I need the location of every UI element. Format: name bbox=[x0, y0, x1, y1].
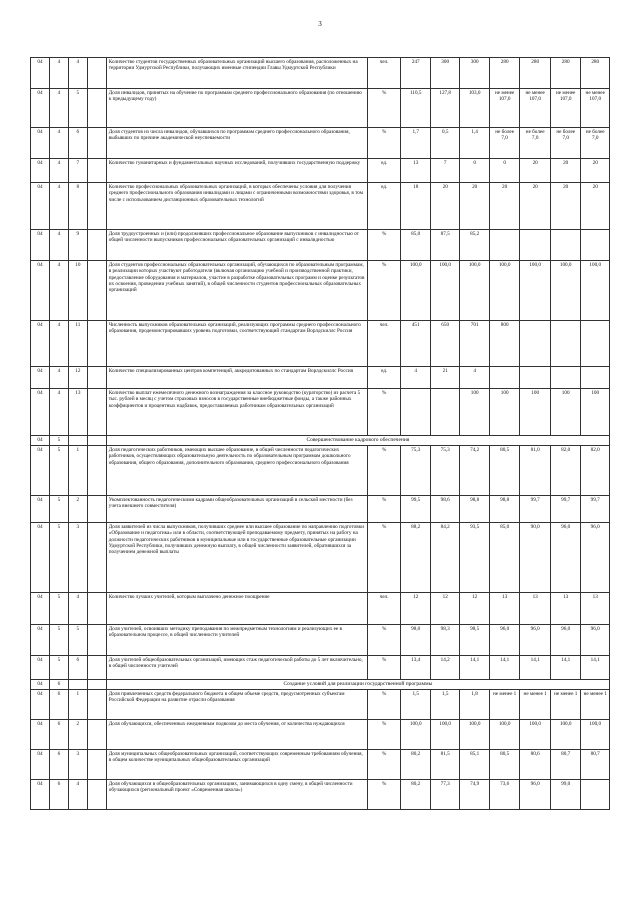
indicator-value: 100 bbox=[550, 389, 581, 436]
indicator-value: 96,0 bbox=[550, 625, 581, 656]
indicator-value: 84,2 bbox=[430, 523, 459, 593]
code-program: 04 bbox=[31, 321, 50, 367]
indicator-value: 100 bbox=[489, 389, 520, 436]
indicator-value: 96,0 bbox=[489, 625, 520, 656]
indicator-name: Доля обучающихся в общеобразовательных организациях, занимающихся в одну смену, в общей численности обучающихся (региональный проект «Современная школа») bbox=[106, 780, 367, 810]
indicator-value: 100,0 bbox=[520, 720, 551, 750]
code-program: 04 bbox=[31, 625, 50, 656]
code-program: 04 bbox=[31, 523, 50, 593]
indicator-value: 1,5 bbox=[430, 690, 459, 720]
code-program: 04 bbox=[31, 690, 50, 720]
code-empty bbox=[87, 593, 106, 625]
indicator-unit: % bbox=[367, 389, 401, 436]
code-empty bbox=[68, 680, 87, 690]
code-subprogram: 6 bbox=[49, 750, 68, 780]
code-subprogram: 4 bbox=[49, 159, 68, 183]
indicator-value bbox=[489, 367, 520, 389]
indicator-value: 7 bbox=[430, 159, 459, 183]
code-program: 04 bbox=[31, 58, 50, 89]
indicator-value: 100,0 bbox=[489, 720, 520, 750]
indicator-row bbox=[31, 496, 610, 523]
indicator-value: 80,2 bbox=[401, 780, 430, 810]
indicator-name: Количество лучших учителей, которым выплачено денежное поощрение bbox=[106, 593, 367, 625]
indicator-value: 100,0 bbox=[401, 720, 430, 750]
indicator-value: 96,0 bbox=[520, 780, 551, 810]
indicator-value: 13 bbox=[489, 593, 520, 625]
code-subprogram: 5 bbox=[49, 625, 68, 656]
code-subprogram: 5 bbox=[49, 436, 68, 446]
code-empty bbox=[87, 183, 106, 230]
code-indicator: 2 bbox=[68, 496, 87, 523]
indicator-row bbox=[31, 780, 610, 810]
indicator-value: 1,5 bbox=[401, 690, 430, 720]
indicator-name: Количество профессиональных образовательных организаций, в которых обеспечены условия для получения среднего профессионального образования инвалидами и лицами с ограниченными возможностями здоровья, в том числе с использованием дистанционных образовательных технологий bbox=[106, 183, 367, 230]
indicator-value: 98,6 bbox=[430, 496, 459, 523]
indicator-unit: ед. bbox=[367, 367, 401, 389]
indicator-value: 82,0 bbox=[550, 446, 581, 496]
indicator-value: 20 bbox=[489, 183, 520, 230]
indicator-value: не менее 107,0 bbox=[489, 89, 520, 128]
code-empty bbox=[87, 625, 106, 656]
code-indicator: 12 bbox=[68, 367, 87, 389]
code-subprogram: 5 bbox=[49, 656, 68, 680]
indicator-value: 85,1 bbox=[460, 750, 489, 780]
code-indicator: 4 bbox=[68, 780, 87, 810]
code-subprogram: 5 bbox=[49, 523, 68, 593]
indicator-value: 80,6 bbox=[520, 750, 551, 780]
code-subprogram: 4 bbox=[49, 261, 68, 321]
indicator-row bbox=[31, 230, 610, 261]
code-program: 04 bbox=[31, 720, 50, 750]
indicator-value: 13 bbox=[581, 593, 610, 625]
indicator-row bbox=[31, 446, 610, 496]
indicator-unit: % bbox=[367, 128, 401, 159]
indicator-value: 100,0 bbox=[581, 720, 610, 750]
indicator-value: не менее 107,0 bbox=[550, 89, 581, 128]
section-row bbox=[31, 680, 610, 690]
code-empty bbox=[87, 496, 106, 523]
indicator-value: 0 bbox=[460, 159, 489, 183]
indicator-value: 81,5 bbox=[430, 750, 459, 780]
indicator-value: 100,0 bbox=[520, 261, 551, 321]
section-row bbox=[31, 436, 610, 446]
code-subprogram: 4 bbox=[49, 230, 68, 261]
indicator-value bbox=[520, 367, 551, 389]
indicator-value: 90,0 bbox=[520, 523, 551, 593]
code-indicator: 9 bbox=[68, 230, 87, 261]
indicator-value: 280 bbox=[581, 58, 610, 89]
code-indicator: 1 bbox=[68, 690, 87, 720]
indicator-value: 98,8 bbox=[460, 496, 489, 523]
indicator-value: не более 7,0 bbox=[581, 128, 610, 159]
code-empty bbox=[87, 750, 106, 780]
code-program: 04 bbox=[31, 436, 50, 446]
indicator-value: 13 bbox=[550, 593, 581, 625]
indicator-value: 75,3 bbox=[430, 446, 459, 496]
indicator-name: Доля учителей общеобразовательных организаций, имеющих стаж педагогической работы до 5 лет включительно, в общей численности учителей bbox=[106, 656, 367, 680]
indicator-value: 80,7 bbox=[581, 750, 610, 780]
code-subprogram: 4 bbox=[49, 367, 68, 389]
indicator-value: 85,0 bbox=[489, 523, 520, 593]
code-indicator: 5 bbox=[68, 625, 87, 656]
code-empty bbox=[87, 230, 106, 261]
indicator-name: Численность выпускников образовательных организаций, реализующих программы среднего профессионального образования, продемонстрировавших уровень подготовки, соответствующий стандартам Ворлдскиллс Россия bbox=[106, 321, 367, 367]
indicator-value bbox=[550, 321, 581, 367]
code-subprogram: 4 bbox=[49, 128, 68, 159]
indicator-value: 99,7 bbox=[550, 496, 581, 523]
indicator-row bbox=[31, 89, 610, 128]
code-empty bbox=[87, 680, 106, 690]
indicator-name: Доля муниципальных общеобразовательных организаций, соответствующих современным требованиям обучения, в общем количестве муниципальных общеобразовательных организаций bbox=[106, 750, 367, 780]
code-subprogram: 6 bbox=[49, 780, 68, 810]
indicator-value: 88,2 bbox=[401, 523, 430, 593]
indicator-value: 14,2 bbox=[430, 656, 459, 680]
indicator-value: не более 7,0 bbox=[550, 128, 581, 159]
code-empty bbox=[87, 89, 106, 128]
indicator-value: 85,2 bbox=[460, 230, 489, 261]
code-program: 04 bbox=[31, 680, 50, 690]
code-empty bbox=[87, 446, 106, 496]
code-subprogram: 5 bbox=[49, 593, 68, 625]
indicator-name: Доля трудоустроенных и (или) продолживших профессиональное образование выпускников с инвалидностью от общей численности выпускников профессиональных образовательных организаций с инвалидностью bbox=[106, 230, 367, 261]
section-title: Создание условий для реализации государственной программы bbox=[106, 680, 609, 690]
indicator-value: 0,5 bbox=[430, 128, 459, 159]
indicator-value: 100 bbox=[581, 389, 610, 436]
indicator-value: 14,1 bbox=[489, 656, 520, 680]
code-empty bbox=[87, 780, 106, 810]
indicator-value: 20 bbox=[550, 159, 581, 183]
code-indicator: 3 bbox=[68, 750, 87, 780]
indicator-value bbox=[489, 230, 520, 261]
indicator-value: не более 7,0 bbox=[520, 128, 551, 159]
indicator-value bbox=[430, 389, 459, 436]
indicator-unit: % bbox=[367, 89, 401, 128]
indicator-value: 300 bbox=[460, 58, 489, 89]
code-empty bbox=[87, 523, 106, 593]
indicator-value: 98,0 bbox=[401, 625, 430, 656]
indicator-value: 100,0 bbox=[581, 261, 610, 321]
indicator-value bbox=[581, 230, 610, 261]
indicator-unit: % bbox=[367, 750, 401, 780]
indicator-value: 81,0 bbox=[520, 446, 551, 496]
indicator-value: 74,2 bbox=[460, 446, 489, 496]
indicator-value: 14,1 bbox=[460, 656, 489, 680]
code-program: 04 bbox=[31, 496, 50, 523]
indicator-value: 99,7 bbox=[581, 496, 610, 523]
indicator-value: 13 bbox=[401, 159, 430, 183]
indicator-row bbox=[31, 321, 610, 367]
indicator-value: не менее 107,0 bbox=[520, 89, 551, 128]
indicator-unit: % bbox=[367, 720, 401, 750]
indicator-value bbox=[550, 367, 581, 389]
indicator-value: 85,0 bbox=[401, 230, 430, 261]
code-empty bbox=[87, 720, 106, 750]
indicator-value: 451 bbox=[401, 321, 430, 367]
code-program: 04 bbox=[31, 446, 50, 496]
indicator-value: 1,4 bbox=[460, 128, 489, 159]
indicator-value: 96,0 bbox=[550, 523, 581, 593]
indicator-value: 650 bbox=[430, 321, 459, 367]
indicator-name: Количество выплат ежемесячного денежного вознаграждения за классное руководство (кураторство) из расчета 5 тыс. рублей в месяц с учетом страховых взносов в государственные внебюджетные фонды, а также районных коэффициентов и процентных надбавок, предоставляемых работникам образовательных организаций bbox=[106, 389, 367, 436]
indicators-table-body bbox=[31, 58, 610, 810]
indicator-value: 99,5 bbox=[401, 496, 430, 523]
indicator-value: 14,1 bbox=[520, 656, 551, 680]
indicator-value: 0 bbox=[489, 159, 520, 183]
code-empty bbox=[87, 367, 106, 389]
code-program: 04 bbox=[31, 183, 50, 230]
code-indicator: 4 bbox=[68, 58, 87, 89]
indicator-unit: % bbox=[367, 261, 401, 321]
indicator-value: 98,3 bbox=[430, 625, 459, 656]
indicator-value: 280 bbox=[489, 58, 520, 89]
code-empty bbox=[87, 261, 106, 321]
indicator-row bbox=[31, 593, 610, 625]
indicator-name: Количество студентов государственных образовательных организаций высшего образования, расположенных на территории Удмуртской Республики, получающих именные стипендии Главы Удмуртской Республики bbox=[106, 58, 367, 89]
code-subprogram: 4 bbox=[49, 89, 68, 128]
indicator-value: 280 bbox=[550, 58, 581, 89]
indicator-value: не менее 1 bbox=[581, 690, 610, 720]
indicator-value: 74,9 bbox=[460, 780, 489, 810]
indicator-unit: % bbox=[367, 625, 401, 656]
indicator-unit: % bbox=[367, 230, 401, 261]
indicator-value bbox=[581, 321, 610, 367]
indicator-value: 12 bbox=[401, 593, 430, 625]
indicator-value: 1,7 bbox=[401, 128, 430, 159]
indicator-value: 13 bbox=[520, 593, 551, 625]
indicator-unit: % bbox=[367, 690, 401, 720]
indicator-row bbox=[31, 58, 610, 89]
code-subprogram: 6 bbox=[49, 680, 68, 690]
indicator-name: Укомплектованность педагогическими кадрами общеобразовательных организаций в сельской местности (без учета внешнего совместителя) bbox=[106, 496, 367, 523]
indicator-value: 82,0 bbox=[581, 446, 610, 496]
indicator-row bbox=[31, 261, 610, 321]
indicator-value: 96,0 bbox=[520, 625, 551, 656]
indicator-value: 98,8 bbox=[489, 496, 520, 523]
indicator-value: 100,0 bbox=[550, 261, 581, 321]
code-program: 04 bbox=[31, 389, 50, 436]
indicator-value: 103,0 bbox=[460, 89, 489, 128]
indicator-value: 75,3 bbox=[401, 446, 430, 496]
indicator-unit: % bbox=[367, 780, 401, 810]
indicator-value bbox=[520, 321, 551, 367]
indicator-value: 13,4 bbox=[401, 656, 430, 680]
indicator-value: 20 bbox=[460, 183, 489, 230]
indicator-name: Количество специализированных центров компетенций, аккредитованных по стандартам Ворлдскиллс Россия bbox=[106, 367, 367, 389]
indicator-value: 100,0 bbox=[401, 261, 430, 321]
indicator-value: не более 7,0 bbox=[489, 128, 520, 159]
indicator-value bbox=[581, 367, 610, 389]
indicator-unit: ед. bbox=[367, 159, 401, 183]
indicator-value: 110,5 bbox=[401, 89, 430, 128]
indicator-value: 14,1 bbox=[550, 656, 581, 680]
code-indicator: 2 bbox=[68, 720, 87, 750]
indicator-unit: % bbox=[367, 523, 401, 593]
indicator-unit: % bbox=[367, 496, 401, 523]
indicator-name: Доля студентов профессиональных образовательных организаций, обучающихся по образовательным программам, в реализации которых участвуют работодатели (включая организацию учебной и производственной практики, предоставление оборудования и материалов, участие в разработке образовательных программ и оценке результатов их освоения, проведении учебных занятий), в общей численности студентов профессиональных образовательных организаций bbox=[106, 261, 367, 321]
code-program: 04 bbox=[31, 780, 50, 810]
indicator-unit: % bbox=[367, 446, 401, 496]
code-indicator: 8 bbox=[68, 183, 87, 230]
indicator-value: 80,7 bbox=[550, 750, 581, 780]
indicator-value: 96,0 bbox=[581, 625, 610, 656]
code-empty bbox=[87, 159, 106, 183]
code-indicator: 13 bbox=[68, 389, 87, 436]
indicator-row bbox=[31, 750, 610, 780]
code-indicator: 10 bbox=[68, 261, 87, 321]
indicator-value: 80,5 bbox=[489, 750, 520, 780]
indicator-value: 20 bbox=[550, 183, 581, 230]
indicator-row bbox=[31, 690, 610, 720]
indicator-value: 20 bbox=[581, 159, 610, 183]
indicator-row bbox=[31, 625, 610, 656]
code-indicator: 3 bbox=[68, 523, 87, 593]
indicator-value: 300 bbox=[430, 58, 459, 89]
code-empty bbox=[87, 389, 106, 436]
indicator-unit: чел. bbox=[367, 58, 401, 89]
indicator-value: 93,5 bbox=[460, 523, 489, 593]
code-program: 04 bbox=[31, 656, 50, 680]
indicator-value: 100,0 bbox=[550, 720, 581, 750]
indicator-unit: ед. bbox=[367, 183, 401, 230]
indicator-value bbox=[550, 230, 581, 261]
code-indicator: 11 bbox=[68, 321, 87, 367]
section-title: Совершенствование кадрового обеспечения bbox=[106, 436, 609, 446]
indicator-value: 247 bbox=[401, 58, 430, 89]
indicator-row bbox=[31, 720, 610, 750]
indicator-value: 100,0 bbox=[489, 261, 520, 321]
code-program: 04 bbox=[31, 593, 50, 625]
code-subprogram: 5 bbox=[49, 446, 68, 496]
indicator-value: 80,2 bbox=[401, 750, 430, 780]
indicator-value: 1,8 bbox=[460, 690, 489, 720]
indicator-value bbox=[520, 230, 551, 261]
code-empty bbox=[87, 58, 106, 89]
indicator-value: 100,0 bbox=[460, 261, 489, 321]
page-number: 3 bbox=[318, 20, 322, 28]
indicator-name: Количество гуманитарных и фундаментальных научных исследований, получивших государственную поддержку bbox=[106, 159, 367, 183]
indicator-row bbox=[31, 367, 610, 389]
indicator-value: 80,5 bbox=[489, 446, 520, 496]
code-program: 04 bbox=[31, 261, 50, 321]
code-subprogram: 5 bbox=[49, 496, 68, 523]
code-program: 04 bbox=[31, 128, 50, 159]
indicator-value: 20 bbox=[520, 183, 551, 230]
code-empty bbox=[68, 436, 87, 446]
indicator-name: Доля привлеченных средств федерального бюджета в общем объеме средств, предусмотренных субъектам Российской Федерации на развитие отрасли образования bbox=[106, 690, 367, 720]
indicator-row bbox=[31, 183, 610, 230]
indicator-row bbox=[31, 128, 610, 159]
code-empty bbox=[87, 690, 106, 720]
indicator-value: 77,3 bbox=[430, 780, 459, 810]
indicators-table bbox=[30, 57, 610, 810]
code-subprogram: 4 bbox=[49, 389, 68, 436]
indicator-name: Доля инвалидов, принятых на обучение по программам среднего профессионального образования (по отношению к предыдущему году) bbox=[106, 89, 367, 128]
indicator-value: не менее 1 bbox=[520, 690, 551, 720]
indicator-value: 701 bbox=[460, 321, 489, 367]
indicator-name: Доля учителей, освоивших методику преподавания по межпредметным технологиям и реализующих ее в образовательном процессе, в общей численности учителей bbox=[106, 625, 367, 656]
code-empty bbox=[87, 656, 106, 680]
indicator-value: не менее 1 bbox=[550, 690, 581, 720]
indicator-value: 18 bbox=[401, 183, 430, 230]
indicator-row bbox=[31, 159, 610, 183]
code-subprogram: 4 bbox=[49, 183, 68, 230]
code-empty bbox=[87, 436, 106, 446]
code-indicator: 5 bbox=[68, 89, 87, 128]
indicator-value bbox=[581, 780, 610, 810]
code-indicator: 4 bbox=[68, 593, 87, 625]
indicator-value: 800 bbox=[489, 321, 520, 367]
indicator-value bbox=[401, 389, 430, 436]
indicator-value: 100 bbox=[460, 389, 489, 436]
indicator-row bbox=[31, 523, 610, 593]
indicator-name: Доля обучающихся, обеспеченных ежедневным подвозом до места обучения, от количества нуждающихся bbox=[106, 720, 367, 750]
indicator-value: 4 bbox=[401, 367, 430, 389]
code-empty bbox=[87, 128, 106, 159]
code-program: 04 bbox=[31, 89, 50, 128]
indicator-value: 14,1 bbox=[581, 656, 610, 680]
indicator-name: Доля педагогических работников, имеющих высшее образование, в общей численности педагогических работников, осуществляющих образовательную деятельность по образовательным программам дошкольного образования, общего образования, дополнительного образования, среднего профессионального образования bbox=[106, 446, 367, 496]
indicator-value: 12 bbox=[430, 593, 459, 625]
indicator-value: 280 bbox=[520, 58, 551, 89]
indicator-value: 73,6 bbox=[489, 780, 520, 810]
indicator-value: 100,0 bbox=[430, 720, 459, 750]
indicator-value: 98,5 bbox=[460, 625, 489, 656]
indicator-value: 20 bbox=[520, 159, 551, 183]
indicator-value: 100 bbox=[520, 389, 551, 436]
code-subprogram: 6 bbox=[49, 690, 68, 720]
indicator-value: не менее 107,0 bbox=[581, 89, 610, 128]
indicator-value: 12 bbox=[460, 593, 489, 625]
code-indicator: 6 bbox=[68, 128, 87, 159]
indicator-value: 87,5 bbox=[430, 230, 459, 261]
code-subprogram: 4 bbox=[49, 321, 68, 367]
code-program: 04 bbox=[31, 159, 50, 183]
code-program: 04 bbox=[31, 367, 50, 389]
indicator-unit: чел. bbox=[367, 321, 401, 367]
indicator-value: 100,0 bbox=[460, 720, 489, 750]
indicator-value: 20 bbox=[581, 183, 610, 230]
indicator-value: не менее 1 bbox=[489, 690, 520, 720]
code-indicator: 1 bbox=[68, 446, 87, 496]
code-indicator: 7 bbox=[68, 159, 87, 183]
indicator-value: 99,7 bbox=[520, 496, 551, 523]
code-indicator: 6 bbox=[68, 656, 87, 680]
indicator-value: 21 bbox=[430, 367, 459, 389]
code-subprogram: 4 bbox=[49, 58, 68, 89]
indicator-value: 4 bbox=[460, 367, 489, 389]
indicator-name: Доля заявителей из числа выпускников, получивших среднее или высшее образование по направлению подготовки «Образование и педагогика» или в области, соответствующей преподаваемому предмету, принятых на работу на должности педагогических работников в муниципальные или в государственные образовательные организации Удмуртской Республики, получивших денежную выплату, в общей численности заявителей, обратившихся за получением денежной выплаты bbox=[106, 523, 367, 593]
indicator-value: 99,0 bbox=[550, 780, 581, 810]
code-program: 04 bbox=[31, 750, 50, 780]
code-empty bbox=[87, 321, 106, 367]
code-program: 04 bbox=[31, 230, 50, 261]
indicator-value: 100,0 bbox=[430, 261, 459, 321]
indicator-value: 20 bbox=[430, 183, 459, 230]
indicator-row bbox=[31, 656, 610, 680]
indicator-value: 96,0 bbox=[581, 523, 610, 593]
indicator-row bbox=[31, 389, 610, 436]
indicator-unit: % bbox=[367, 656, 401, 680]
indicator-name: Доля студентов из числа инвалидов, обучавшихся по программам среднего профессионального образования, выбывших по причине академической неуспеваемости bbox=[106, 128, 367, 159]
indicator-value: 127,8 bbox=[430, 89, 459, 128]
indicator-unit: чел. bbox=[367, 593, 401, 625]
code-subprogram: 6 bbox=[49, 720, 68, 750]
